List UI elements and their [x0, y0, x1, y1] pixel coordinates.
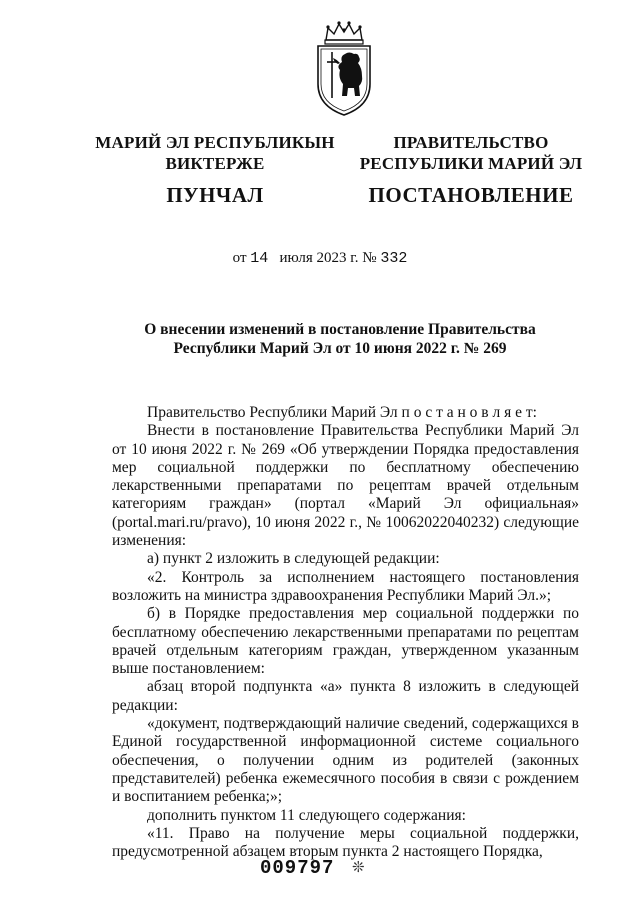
body-paragraph: «11. Право на получение меры социальной поддержки, предусмотренной абзацем вторым пункта 2 настоящего Порядка,: [112, 824, 579, 861]
header-right-line1: ПРАВИТЕЛЬСТВО: [393, 133, 549, 152]
body-paragraph: а) пункт 2 изложить в следующей редакции:: [147, 550, 440, 568]
header-left-line2: ВИКТЕРЖЕ: [165, 154, 265, 173]
header-right-doc-type: ПОСТАНОВЛЕНИЕ: [368, 183, 574, 207]
body-paragraph: б) в Порядке предоставления мер социальной поддержки по бесплатному обеспечению лекарственными препаратами по рецептам врачей отдельным категориям граждан, утвержденном указанным выше постановлением:: [112, 605, 579, 678]
body-paragraph: дополнить пунктом 11 следующего содержания:: [147, 806, 466, 824]
date-prefix: от: [232, 250, 247, 266]
date-month-year: июля 2023 г. №: [279, 250, 377, 266]
body-paragraph: абзац второй подпункта «а» пункта 8 изложить в следующей редакции:: [112, 678, 579, 714]
document-title: [120, 320, 560, 358]
header-left-line1: МАРИЙ ЭЛ РЕСПУБЛИКЫН: [95, 133, 335, 152]
header-right-block: [346, 132, 596, 208]
date-day: 14: [250, 250, 269, 267]
date-line: [0, 250, 640, 267]
body-paragraph: «документ, подтверждающий наличие сведений, содержащихся в Единой государственной информационной системе социального обеспечения, о получении одним из родителей (законных представителей) ребенка ежемесячного пособия в связи с рождением и воспитанием ребенка;»;: [112, 715, 579, 806]
document-body: [112, 404, 579, 861]
coat-of-arms-emblem: [312, 18, 376, 118]
header-right-line2: РЕСПУБЛИКИ МАРИЙ ЭЛ: [359, 154, 583, 173]
body-paragraph: Правительство Республики Марий Эл п о с т а н о в л я е т:: [147, 404, 537, 421]
body-paragraph: Внести в постановление Правительства Республики Марий Эл от 10 июня 2022 г. № 269 «Об утверждении Порядка предоставления мер социальной поддержки по бесплатному обеспечению лекарственными препаратами по рецептам врачей отдельным категориям граждан» (портал «Марий Эл официальная» (portal.mari.ru/pravo), 10 июня 2022 г., № 10062022040232) следующие изменения:: [112, 422, 579, 550]
header-left-doc-type: ПУНЧАЛ: [166, 183, 264, 207]
form-serial-number: 009797: [260, 857, 335, 879]
title-line2: Республики Марий Эл от 10 июня 2022 г. № 269: [173, 340, 507, 357]
star-mark-icon: ❊: [352, 860, 365, 876]
header-left-block: [90, 132, 340, 208]
title-line1: О внесении изменений в постановление Правительства: [144, 321, 536, 338]
body-paragraph: «2. Контроль за исполнением настоящего постановления возложить на министра здравоохранения Республики Марий Эл.»;: [112, 568, 579, 604]
decree-number: 332: [380, 250, 408, 267]
